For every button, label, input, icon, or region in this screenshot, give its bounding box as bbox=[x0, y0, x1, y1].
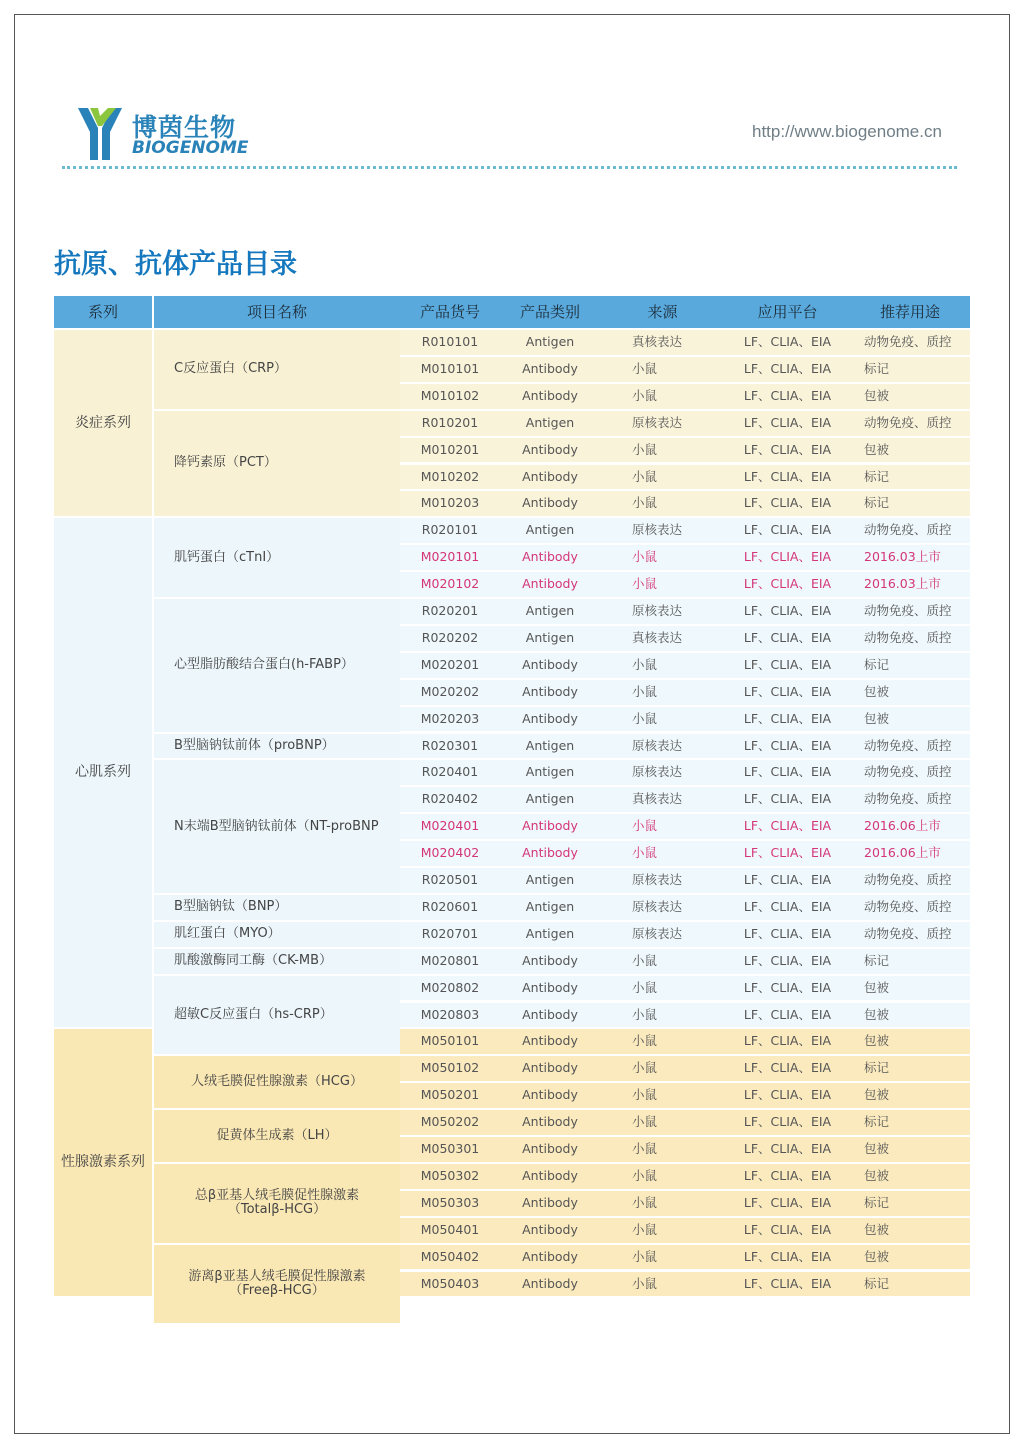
cell-platform: LF、CLIA、EIA bbox=[725, 814, 850, 839]
cell-platform: LF、CLIA、EIA bbox=[725, 1137, 850, 1162]
cell-type: Antibody bbox=[500, 707, 600, 732]
cell-use: 动物免疫、质控 bbox=[850, 626, 970, 651]
cell-type: Antibody bbox=[500, 1245, 600, 1270]
item-name bbox=[154, 1056, 400, 1108]
item-name-text: 降钙素原（PCT） bbox=[174, 455, 277, 471]
cell-source: 小鼠 bbox=[600, 1137, 725, 1162]
cell-code: M050201 bbox=[400, 1083, 500, 1108]
cell-code: M050402 bbox=[400, 1245, 500, 1270]
cell-source: 原核表达 bbox=[600, 599, 725, 624]
cell-source: 小鼠 bbox=[600, 545, 725, 570]
cell-use: 包被 bbox=[850, 1029, 970, 1054]
cell-source: 小鼠 bbox=[600, 357, 725, 382]
cell-type: Antigen bbox=[500, 599, 600, 624]
cell-type: Antibody bbox=[500, 1137, 600, 1162]
cell-platform: LF、CLIA、EIA bbox=[725, 1083, 850, 1108]
website-url: http://www.biogenome.cn bbox=[752, 122, 942, 141]
cell-code: M050102 bbox=[400, 1056, 500, 1081]
cell-code: M010202 bbox=[400, 465, 500, 490]
cell-type: Antibody bbox=[500, 1191, 600, 1216]
cell-use: 标记 bbox=[850, 1056, 970, 1081]
cell-source: 小鼠 bbox=[600, 438, 725, 463]
cell-use: 动物免疫、质控 bbox=[850, 411, 970, 436]
cell-use: 包被 bbox=[850, 707, 970, 732]
cell-platform: LF、CLIA、EIA bbox=[725, 760, 850, 785]
item-name bbox=[154, 760, 400, 893]
cell-source: 小鼠 bbox=[600, 976, 725, 1001]
item-name-text: B型脑钠钛前体（proBNP） bbox=[174, 737, 335, 753]
cell-source: 小鼠 bbox=[600, 1245, 725, 1270]
cell-source: 小鼠 bbox=[600, 1218, 725, 1243]
item-name-text: 人绒毛膜促性腺激素（HCG） bbox=[191, 1074, 363, 1090]
cell-use: 包被 bbox=[850, 438, 970, 463]
cell-use: 包被 bbox=[850, 976, 970, 1001]
item-name-text: 总β亚基人绒毛膜促性腺激素 bbox=[194, 1188, 360, 1204]
item-name-text: 肌酸激酶同工酶（CK-MB） bbox=[174, 953, 333, 969]
cell-code: M010201 bbox=[400, 438, 500, 463]
cell-use: 2016.06上市 bbox=[850, 841, 970, 866]
cell-use: 包被 bbox=[850, 1218, 970, 1243]
cell-use: 标记 bbox=[850, 491, 970, 516]
cell-use: 标记 bbox=[850, 465, 970, 490]
cell-use: 动物免疫、质控 bbox=[850, 868, 970, 893]
cell-use: 动物免疫、质控 bbox=[850, 922, 970, 947]
cell-type: Antibody bbox=[500, 384, 600, 409]
brand-logo bbox=[76, 106, 256, 164]
cell-type: Antibody bbox=[500, 814, 600, 839]
cell-code: M050401 bbox=[400, 1218, 500, 1243]
cell-platform: LF、CLIA、EIA bbox=[725, 1056, 850, 1081]
cell-code: M050301 bbox=[400, 1137, 500, 1162]
item-name bbox=[154, 1110, 400, 1162]
item-name-text: N末端B型脑钠钛前体（NT-proBNP bbox=[174, 818, 379, 834]
cell-platform: LF、CLIA、EIA bbox=[725, 1191, 850, 1216]
cell-source: 小鼠 bbox=[600, 1083, 725, 1108]
cell-type: Antibody bbox=[500, 1056, 600, 1081]
cell-platform: LF、CLIA、EIA bbox=[725, 949, 850, 974]
cell-platform: LF、CLIA、EIA bbox=[725, 1245, 850, 1270]
cell-type: Antibody bbox=[500, 1218, 600, 1243]
cell-type: Antibody bbox=[500, 1164, 600, 1189]
cell-code: R020301 bbox=[400, 734, 500, 759]
cell-platform: LF、CLIA、EIA bbox=[725, 1029, 850, 1054]
cell-use: 动物免疫、质控 bbox=[850, 787, 970, 812]
cell-code: R020101 bbox=[400, 518, 500, 543]
cell-platform: LF、CLIA、EIA bbox=[725, 976, 850, 1001]
cell-type: Antibody bbox=[500, 680, 600, 705]
cell-source: 小鼠 bbox=[600, 465, 725, 490]
cell-type: Antigen bbox=[500, 626, 600, 651]
cell-code: M020202 bbox=[400, 680, 500, 705]
cell-source: 原核表达 bbox=[600, 922, 725, 947]
cell-code: M050403 bbox=[400, 1272, 500, 1297]
cell-code: M020401 bbox=[400, 814, 500, 839]
cell-code: M020801 bbox=[400, 949, 500, 974]
item-name-text: 游离β亚基人绒毛膜促性腺激素 bbox=[188, 1268, 366, 1284]
cell-use: 标记 bbox=[850, 1110, 970, 1135]
cell-type: Antigen bbox=[500, 518, 600, 543]
logo-mark-icon bbox=[76, 106, 130, 162]
cell-source: 小鼠 bbox=[600, 707, 725, 732]
cell-platform: LF、CLIA、EIA bbox=[725, 599, 850, 624]
cell-code: M020101 bbox=[400, 545, 500, 570]
cell-type: Antibody bbox=[500, 1110, 600, 1135]
cell-source: 小鼠 bbox=[600, 384, 725, 409]
cell-source: 真核表达 bbox=[600, 330, 725, 355]
cell-type: Antibody bbox=[500, 465, 600, 490]
cell-source: 真核表达 bbox=[600, 787, 725, 812]
cell-source: 小鼠 bbox=[600, 1003, 725, 1028]
cell-platform: LF、CLIA、EIA bbox=[725, 868, 850, 893]
item-name bbox=[154, 518, 400, 597]
column-header: 项目名称 bbox=[154, 296, 400, 328]
cell-type: Antigen bbox=[500, 734, 600, 759]
cell-type: Antibody bbox=[500, 545, 600, 570]
item-name bbox=[154, 949, 400, 974]
cell-type: Antigen bbox=[500, 922, 600, 947]
cell-source: 原核表达 bbox=[600, 734, 725, 759]
cell-platform: LF、CLIA、EIA bbox=[725, 841, 850, 866]
column-header: 应用平台 bbox=[725, 296, 850, 328]
cell-type: Antibody bbox=[500, 841, 600, 866]
cell-use: 包被 bbox=[850, 1245, 970, 1270]
cell-code: M050202 bbox=[400, 1110, 500, 1135]
cell-platform: LF、CLIA、EIA bbox=[725, 922, 850, 947]
column-header: 推荐用途 bbox=[850, 296, 970, 328]
cell-use: 2016.03上市 bbox=[850, 545, 970, 570]
cell-type: Antibody bbox=[500, 949, 600, 974]
cell-use: 包被 bbox=[850, 680, 970, 705]
cell-platform: LF、CLIA、EIA bbox=[725, 895, 850, 920]
cell-source: 小鼠 bbox=[600, 491, 725, 516]
cell-platform: LF、CLIA、EIA bbox=[725, 787, 850, 812]
item-name bbox=[154, 922, 400, 947]
cell-source: 原核表达 bbox=[600, 518, 725, 543]
cell-source: 真核表达 bbox=[600, 626, 725, 651]
page-title: 抗原、抗体产品目录 bbox=[54, 249, 297, 280]
cell-platform: LF、CLIA、EIA bbox=[725, 465, 850, 490]
item-name bbox=[154, 734, 400, 759]
column-header: 来源 bbox=[600, 296, 725, 328]
item-name-text: 肌钙蛋白（cTnI） bbox=[174, 549, 280, 565]
item-name-text: 肌红蛋白（MYO） bbox=[174, 926, 281, 942]
cell-code: R020501 bbox=[400, 868, 500, 893]
cell-type: Antibody bbox=[500, 438, 600, 463]
cell-code: R020402 bbox=[400, 787, 500, 812]
brand-name-cn: 博茵生物 bbox=[132, 113, 237, 142]
cell-use: 包被 bbox=[850, 384, 970, 409]
cell-platform: LF、CLIA、EIA bbox=[725, 384, 850, 409]
column-header: 系列 bbox=[54, 296, 152, 328]
cell-type: Antibody bbox=[500, 357, 600, 382]
item-name bbox=[154, 330, 400, 409]
cell-type: Antibody bbox=[500, 976, 600, 1001]
item-name bbox=[154, 411, 400, 517]
cell-type: Antigen bbox=[500, 895, 600, 920]
cell-use: 动物免疫、质控 bbox=[850, 518, 970, 543]
item-name bbox=[154, 1164, 400, 1243]
item-name-text: 促黄体生成素（LH） bbox=[216, 1127, 338, 1143]
cell-platform: LF、CLIA、EIA bbox=[725, 545, 850, 570]
cell-platform: LF、CLIA、EIA bbox=[725, 734, 850, 759]
cell-platform: LF、CLIA、EIA bbox=[725, 438, 850, 463]
cell-use: 包被 bbox=[850, 1003, 970, 1028]
cell-source: 原核表达 bbox=[600, 760, 725, 785]
item-name bbox=[154, 976, 400, 1055]
cell-type: Antigen bbox=[500, 330, 600, 355]
series-name: 心肌系列 bbox=[54, 518, 152, 1027]
cell-platform: LF、CLIA、EIA bbox=[725, 491, 850, 516]
cell-code: M020802 bbox=[400, 976, 500, 1001]
cell-platform: LF、CLIA、EIA bbox=[725, 707, 850, 732]
cell-type: Antibody bbox=[500, 1029, 600, 1054]
series-name: 炎症系列 bbox=[54, 330, 152, 516]
cell-type: Antibody bbox=[500, 572, 600, 597]
item-name bbox=[154, 1245, 400, 1324]
cell-platform: LF、CLIA、EIA bbox=[725, 572, 850, 597]
cell-code: M010203 bbox=[400, 491, 500, 516]
cell-source: 小鼠 bbox=[600, 841, 725, 866]
cell-source: 原核表达 bbox=[600, 868, 725, 893]
cell-use: 2016.03上市 bbox=[850, 572, 970, 597]
cell-use: 动物免疫、质控 bbox=[850, 760, 970, 785]
cell-code: M020803 bbox=[400, 1003, 500, 1028]
cell-platform: LF、CLIA、EIA bbox=[725, 1272, 850, 1297]
cell-use: 动物免疫、质控 bbox=[850, 734, 970, 759]
cell-type: Antibody bbox=[500, 653, 600, 678]
cell-source: 小鼠 bbox=[600, 1191, 725, 1216]
cell-type: Antibody bbox=[500, 1272, 600, 1297]
cell-source: 小鼠 bbox=[600, 572, 725, 597]
cell-type: Antigen bbox=[500, 868, 600, 893]
cell-source: 小鼠 bbox=[600, 949, 725, 974]
item-name-sub: （Freeβ-HCG） bbox=[229, 1282, 325, 1298]
header-divider bbox=[62, 166, 957, 169]
cell-type: Antibody bbox=[500, 1003, 600, 1028]
cell-platform: LF、CLIA、EIA bbox=[725, 330, 850, 355]
cell-platform: LF、CLIA、EIA bbox=[725, 411, 850, 436]
cell-type: Antibody bbox=[500, 491, 600, 516]
cell-use: 动物免疫、质控 bbox=[850, 330, 970, 355]
cell-code: R020201 bbox=[400, 599, 500, 624]
cell-platform: LF、CLIA、EIA bbox=[725, 653, 850, 678]
cell-use: 动物免疫、质控 bbox=[850, 599, 970, 624]
item-name-text: B型脑钠钛（BNP） bbox=[174, 899, 288, 915]
cell-type: Antigen bbox=[500, 760, 600, 785]
cell-code: M050302 bbox=[400, 1164, 500, 1189]
cell-platform: LF、CLIA、EIA bbox=[725, 518, 850, 543]
column-header: 产品类别 bbox=[500, 296, 600, 328]
cell-code: R020202 bbox=[400, 626, 500, 651]
cell-platform: LF、CLIA、EIA bbox=[725, 680, 850, 705]
cell-code: M020201 bbox=[400, 653, 500, 678]
cell-type: Antigen bbox=[500, 787, 600, 812]
series-name: 性腺激素系列 bbox=[54, 1029, 152, 1296]
cell-source: 原核表达 bbox=[600, 411, 725, 436]
cell-type: Antibody bbox=[500, 1083, 600, 1108]
cell-platform: LF、CLIA、EIA bbox=[725, 1218, 850, 1243]
cell-code: M010102 bbox=[400, 384, 500, 409]
column-header: 产品货号 bbox=[400, 296, 500, 328]
cell-code: M020402 bbox=[400, 841, 500, 866]
cell-platform: LF、CLIA、EIA bbox=[725, 1003, 850, 1028]
cell-code: R010201 bbox=[400, 411, 500, 436]
cell-source: 小鼠 bbox=[600, 814, 725, 839]
cell-code: R020601 bbox=[400, 895, 500, 920]
cell-source: 小鼠 bbox=[600, 1056, 725, 1081]
cell-use: 包被 bbox=[850, 1083, 970, 1108]
cell-platform: LF、CLIA、EIA bbox=[725, 357, 850, 382]
cell-source: 小鼠 bbox=[600, 1272, 725, 1297]
cell-platform: LF、CLIA、EIA bbox=[725, 1164, 850, 1189]
cell-platform: LF、CLIA、EIA bbox=[725, 626, 850, 651]
brand-name-en: BIOGENOME bbox=[132, 138, 249, 158]
cell-code: M020102 bbox=[400, 572, 500, 597]
cell-code: R020401 bbox=[400, 760, 500, 785]
cell-use: 标记 bbox=[850, 1272, 970, 1297]
cell-code: M010101 bbox=[400, 357, 500, 382]
cell-use: 标记 bbox=[850, 653, 970, 678]
cell-use: 包被 bbox=[850, 1164, 970, 1189]
item-name-text: 超敏C反应蛋白（hs-CRP） bbox=[174, 1006, 333, 1022]
cell-source: 小鼠 bbox=[600, 1110, 725, 1135]
cell-use: 动物免疫、质控 bbox=[850, 895, 970, 920]
cell-source: 原核表达 bbox=[600, 895, 725, 920]
cell-code: R010101 bbox=[400, 330, 500, 355]
cell-platform: LF、CLIA、EIA bbox=[725, 1110, 850, 1135]
item-name-text: 心型脂肪酸结合蛋白(h-FABP） bbox=[174, 657, 354, 673]
cell-use: 2016.06上市 bbox=[850, 814, 970, 839]
cell-source: 小鼠 bbox=[600, 680, 725, 705]
cell-use: 标记 bbox=[850, 949, 970, 974]
cell-source: 小鼠 bbox=[600, 653, 725, 678]
cell-code: R020701 bbox=[400, 922, 500, 947]
cell-use: 标记 bbox=[850, 1191, 970, 1216]
item-name-sub: （Totalβ-HCG） bbox=[227, 1202, 327, 1218]
item-name bbox=[154, 599, 400, 732]
cell-use: 包被 bbox=[850, 1137, 970, 1162]
cell-type: Antigen bbox=[500, 411, 600, 436]
cell-code: M020203 bbox=[400, 707, 500, 732]
cell-source: 小鼠 bbox=[600, 1029, 725, 1054]
cell-use: 标记 bbox=[850, 357, 970, 382]
cell-code: M050303 bbox=[400, 1191, 500, 1216]
cell-source: 小鼠 bbox=[600, 1164, 725, 1189]
item-name bbox=[154, 895, 400, 920]
item-name-text: C反应蛋白（CRP） bbox=[174, 361, 288, 377]
cell-code: M050101 bbox=[400, 1029, 500, 1054]
